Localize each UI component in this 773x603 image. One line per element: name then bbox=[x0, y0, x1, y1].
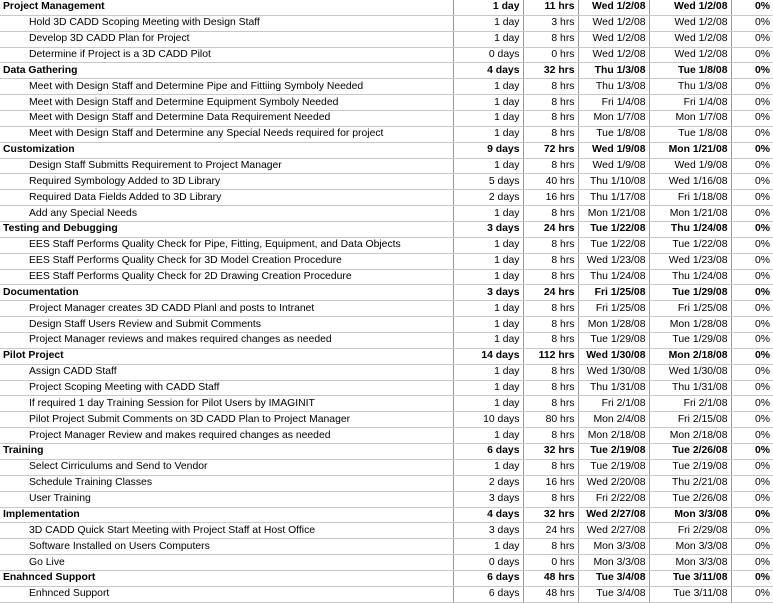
work-cell: 16 hrs bbox=[523, 475, 578, 491]
work-cell: 8 hrs bbox=[523, 237, 578, 253]
finish-date-cell: Thu 2/21/08 bbox=[649, 475, 731, 491]
finish-date-cell: Wed 1/16/08 bbox=[649, 174, 731, 190]
duration-cell: 5 days bbox=[453, 174, 523, 190]
task-row[interactable] bbox=[0, 364, 773, 380]
start-date-cell: Mon 1/21/08 bbox=[578, 206, 649, 222]
finish-date-cell: Fri 1/18/08 bbox=[649, 190, 731, 206]
work-cell: 112 hrs bbox=[523, 348, 578, 364]
duration-cell: 1 day bbox=[453, 459, 523, 475]
task-name-cell: Hold 3D CADD Scoping Meeting with Design Staff bbox=[0, 15, 453, 31]
percent-complete-cell: 0% bbox=[731, 95, 773, 111]
finish-date-cell: Thu 1/24/08 bbox=[649, 269, 731, 285]
task-row[interactable] bbox=[0, 31, 773, 47]
percent-complete-cell: 0% bbox=[731, 237, 773, 253]
task-name-cell: Project Manager creates 3D CADD Planl and posts to Intranet bbox=[0, 301, 453, 317]
duration-cell: 1 day bbox=[453, 126, 523, 142]
task-row[interactable] bbox=[0, 475, 773, 491]
task-name-cell: Add any Special Needs bbox=[0, 206, 453, 222]
task-name-cell: Implementation bbox=[0, 507, 453, 523]
percent-complete-cell: 0% bbox=[731, 301, 773, 317]
start-date-cell: Wed 1/9/08 bbox=[578, 142, 649, 158]
percent-complete-cell: 0% bbox=[731, 190, 773, 206]
finish-date-cell: Wed 1/9/08 bbox=[649, 158, 731, 174]
percent-complete-cell: 0% bbox=[731, 570, 773, 586]
task-row[interactable] bbox=[0, 111, 773, 127]
task-name-cell: Develop 3D CADD Plan for Project bbox=[0, 31, 453, 47]
duration-cell: 1 day bbox=[453, 79, 523, 95]
task-row[interactable] bbox=[0, 333, 773, 349]
task-row[interactable] bbox=[0, 412, 773, 428]
finish-date-cell: Tue 2/26/08 bbox=[649, 491, 731, 507]
duration-cell: 1 day bbox=[453, 428, 523, 444]
start-date-cell: Mon 2/4/08 bbox=[578, 412, 649, 428]
duration-cell: 3 days bbox=[453, 491, 523, 507]
finish-date-cell: Wed 1/30/08 bbox=[649, 364, 731, 380]
percent-complete-cell: 0% bbox=[731, 539, 773, 555]
duration-cell: 6 days bbox=[453, 586, 523, 602]
duration-cell: 1 day bbox=[453, 269, 523, 285]
task-name-cell: Meet with Design Staff and Determine any Special Needs required for project bbox=[0, 126, 453, 142]
duration-cell: 4 days bbox=[453, 507, 523, 523]
percent-complete-cell: 0% bbox=[731, 142, 773, 158]
work-cell: 24 hrs bbox=[523, 523, 578, 539]
task-name-cell: Meet with Design Staff and Determine Pipe and Fittiing Symboly Needed bbox=[0, 79, 453, 95]
summary-row[interactable] bbox=[0, 63, 773, 79]
start-date-cell: Mon 3/3/08 bbox=[578, 555, 649, 571]
duration-cell: 14 days bbox=[453, 348, 523, 364]
task-name-cell: Enahnced Support bbox=[0, 570, 453, 586]
task-name-cell: User Training bbox=[0, 491, 453, 507]
start-date-cell: Tue 2/19/08 bbox=[578, 459, 649, 475]
start-date-cell: Wed 1/23/08 bbox=[578, 253, 649, 269]
task-row[interactable] bbox=[0, 555, 773, 571]
task-name-cell: EES Staff Performs Quality Check for Pipe, Fitting, Equipment, and Data Objects bbox=[0, 237, 453, 253]
work-cell: 8 hrs bbox=[523, 79, 578, 95]
finish-date-cell: Wed 1/2/08 bbox=[649, 15, 731, 31]
work-cell: 8 hrs bbox=[523, 126, 578, 142]
start-date-cell: Thu 1/24/08 bbox=[578, 269, 649, 285]
start-date-cell: Tue 3/4/08 bbox=[578, 570, 649, 586]
task-name-cell: Go Live bbox=[0, 555, 453, 571]
work-cell: 8 hrs bbox=[523, 539, 578, 555]
task-name-cell: Meet with Design Staff and Determine Equipment Symboly Needed bbox=[0, 95, 453, 111]
task-row[interactable] bbox=[0, 158, 773, 174]
start-date-cell: Wed 1/2/08 bbox=[578, 0, 649, 15]
task-name-cell: Design Staff Users Review and Submit Comments bbox=[0, 317, 453, 333]
task-name-cell: 3D CADD Quick Start Meeting with Project Staff at Host Office bbox=[0, 523, 453, 539]
work-cell: 8 hrs bbox=[523, 158, 578, 174]
duration-cell: 1 day bbox=[453, 206, 523, 222]
start-date-cell: Fri 2/22/08 bbox=[578, 491, 649, 507]
summary-row[interactable] bbox=[0, 348, 773, 364]
percent-complete-cell: 0% bbox=[731, 111, 773, 127]
task-name-cell: Enhnced Support bbox=[0, 586, 453, 602]
work-cell: 72 hrs bbox=[523, 142, 578, 158]
percent-complete-cell: 0% bbox=[731, 79, 773, 95]
work-cell: 24 hrs bbox=[523, 222, 578, 238]
duration-cell: 1 day bbox=[453, 0, 523, 15]
start-date-cell: Wed 2/27/08 bbox=[578, 523, 649, 539]
task-row[interactable] bbox=[0, 523, 773, 539]
percent-complete-cell: 0% bbox=[731, 380, 773, 396]
task-name-cell: Schedule Training Classes bbox=[0, 475, 453, 491]
start-date-cell: Fri 1/4/08 bbox=[578, 95, 649, 111]
task-row[interactable] bbox=[0, 15, 773, 31]
percent-complete-cell: 0% bbox=[731, 459, 773, 475]
percent-complete-cell: 0% bbox=[731, 348, 773, 364]
percent-complete-cell: 0% bbox=[731, 317, 773, 333]
summary-row[interactable] bbox=[0, 444, 773, 460]
summary-row[interactable] bbox=[0, 222, 773, 238]
task-name-cell: Meet with Design Staff and Determine Data Requirement Needed bbox=[0, 111, 453, 127]
duration-cell: 10 days bbox=[453, 412, 523, 428]
start-date-cell: Wed 1/9/08 bbox=[578, 158, 649, 174]
summary-row[interactable] bbox=[0, 142, 773, 158]
task-name-cell: If required 1 day Training Session for Pilot Users by IMAGINIT bbox=[0, 396, 453, 412]
start-date-cell: Wed 2/27/08 bbox=[578, 507, 649, 523]
finish-date-cell: Tue 2/26/08 bbox=[649, 444, 731, 460]
task-row[interactable] bbox=[0, 190, 773, 206]
duration-cell: 0 days bbox=[453, 47, 523, 63]
finish-date-cell: Tue 1/22/08 bbox=[649, 237, 731, 253]
task-row[interactable] bbox=[0, 539, 773, 555]
work-cell: 8 hrs bbox=[523, 269, 578, 285]
task-name-cell: Required Symbology Added to 3D Library bbox=[0, 174, 453, 190]
percent-complete-cell: 0% bbox=[731, 475, 773, 491]
percent-complete-cell: 0% bbox=[731, 428, 773, 444]
duration-cell: 1 day bbox=[453, 95, 523, 111]
percent-complete-cell: 0% bbox=[731, 206, 773, 222]
finish-date-cell: Fri 2/1/08 bbox=[649, 396, 731, 412]
duration-cell: 1 day bbox=[453, 158, 523, 174]
work-cell: 48 hrs bbox=[523, 570, 578, 586]
work-cell: 3 hrs bbox=[523, 15, 578, 31]
duration-cell: 4 days bbox=[453, 63, 523, 79]
start-date-cell: Wed 1/2/08 bbox=[578, 15, 649, 31]
duration-cell: 3 days bbox=[453, 285, 523, 301]
duration-cell: 1 day bbox=[453, 31, 523, 47]
task-name-cell: Determine if Project is a 3D CADD Pilot bbox=[0, 47, 453, 63]
duration-cell: 1 day bbox=[453, 380, 523, 396]
start-date-cell: Tue 1/22/08 bbox=[578, 222, 649, 238]
work-cell: 32 hrs bbox=[523, 507, 578, 523]
task-row[interactable] bbox=[0, 47, 773, 63]
work-cell: 8 hrs bbox=[523, 380, 578, 396]
duration-cell: 1 day bbox=[453, 539, 523, 555]
task-name-cell: Testing and Debugging bbox=[0, 222, 453, 238]
percent-complete-cell: 0% bbox=[731, 444, 773, 460]
task-name-cell: EES Staff Performs Quality Check for 3D Model Creation Procedure bbox=[0, 253, 453, 269]
duration-cell: 2 days bbox=[453, 190, 523, 206]
start-date-cell: Tue 3/4/08 bbox=[578, 586, 649, 602]
finish-date-cell: Thu 1/24/08 bbox=[649, 222, 731, 238]
percent-complete-cell: 0% bbox=[731, 47, 773, 63]
task-name-cell: Project Manager reviews and makes required changes as needed bbox=[0, 333, 453, 349]
task-name-cell: Training bbox=[0, 444, 453, 460]
start-date-cell: Fri 1/25/08 bbox=[578, 301, 649, 317]
task-name-cell: Project Management bbox=[0, 0, 453, 15]
work-cell: 8 hrs bbox=[523, 317, 578, 333]
percent-complete-cell: 0% bbox=[731, 555, 773, 571]
percent-complete-cell: 0% bbox=[731, 158, 773, 174]
finish-date-cell: Mon 2/18/08 bbox=[649, 428, 731, 444]
work-cell: 40 hrs bbox=[523, 174, 578, 190]
duration-cell: 1 day bbox=[453, 317, 523, 333]
finish-date-cell: Tue 2/19/08 bbox=[649, 459, 731, 475]
duration-cell: 1 day bbox=[453, 333, 523, 349]
summary-row[interactable] bbox=[0, 0, 773, 15]
task-name-cell: Customization bbox=[0, 142, 453, 158]
start-date-cell: Thu 1/10/08 bbox=[578, 174, 649, 190]
percent-complete-cell: 0% bbox=[731, 269, 773, 285]
task-name-cell: Software Installed on Users Computers bbox=[0, 539, 453, 555]
finish-date-cell: Fri 2/15/08 bbox=[649, 412, 731, 428]
task-name-cell: Documentation bbox=[0, 285, 453, 301]
task-name-cell: Pilot Project Submit Comments on 3D CADD Plan to Project Manager bbox=[0, 412, 453, 428]
finish-date-cell: Mon 1/28/08 bbox=[649, 317, 731, 333]
duration-cell: 6 days bbox=[453, 570, 523, 586]
percent-complete-cell: 0% bbox=[731, 333, 773, 349]
task-name-cell: Pilot Project bbox=[0, 348, 453, 364]
task-name-cell: Assign CADD Staff bbox=[0, 364, 453, 380]
finish-date-cell: Mon 3/3/08 bbox=[649, 539, 731, 555]
task-row[interactable] bbox=[0, 253, 773, 269]
duration-cell: 3 days bbox=[453, 222, 523, 238]
start-date-cell: Tue 1/22/08 bbox=[578, 237, 649, 253]
task-row[interactable] bbox=[0, 396, 773, 412]
start-date-cell: Wed 1/2/08 bbox=[578, 47, 649, 63]
finish-date-cell: Tue 3/11/08 bbox=[649, 570, 731, 586]
work-cell: 80 hrs bbox=[523, 412, 578, 428]
finish-date-cell: Fri 1/4/08 bbox=[649, 95, 731, 111]
percent-complete-cell: 0% bbox=[731, 491, 773, 507]
duration-cell: 2 days bbox=[453, 475, 523, 491]
work-cell: 8 hrs bbox=[523, 111, 578, 127]
task-name-cell: Required Data Fields Added to 3D Library bbox=[0, 190, 453, 206]
task-name-cell: Project Manager Review and makes required changes as needed bbox=[0, 428, 453, 444]
duration-cell: 3 days bbox=[453, 523, 523, 539]
duration-cell: 6 days bbox=[453, 444, 523, 460]
task-row[interactable] bbox=[0, 586, 773, 602]
work-cell: 24 hrs bbox=[523, 285, 578, 301]
start-date-cell: Wed 1/30/08 bbox=[578, 348, 649, 364]
task-row[interactable] bbox=[0, 380, 773, 396]
work-cell: 8 hrs bbox=[523, 459, 578, 475]
start-date-cell: Wed 2/20/08 bbox=[578, 475, 649, 491]
start-date-cell: Thu 1/31/08 bbox=[578, 380, 649, 396]
percent-complete-cell: 0% bbox=[731, 586, 773, 602]
finish-date-cell: Tue 1/29/08 bbox=[649, 333, 731, 349]
percent-complete-cell: 0% bbox=[731, 523, 773, 539]
percent-complete-cell: 0% bbox=[731, 222, 773, 238]
percent-complete-cell: 0% bbox=[731, 364, 773, 380]
finish-date-cell: Wed 1/2/08 bbox=[649, 0, 731, 15]
work-cell: 8 hrs bbox=[523, 364, 578, 380]
task-name-cell: Project Scoping Meeting with CADD Staff bbox=[0, 380, 453, 396]
summary-row[interactable] bbox=[0, 285, 773, 301]
finish-date-cell: Thu 1/3/08 bbox=[649, 79, 731, 95]
work-cell: 8 hrs bbox=[523, 491, 578, 507]
start-date-cell: Wed 1/2/08 bbox=[578, 31, 649, 47]
duration-cell: 1 day bbox=[453, 111, 523, 127]
start-date-cell: Wed 1/30/08 bbox=[578, 364, 649, 380]
percent-complete-cell: 0% bbox=[731, 0, 773, 15]
work-cell: 8 hrs bbox=[523, 333, 578, 349]
task-row[interactable] bbox=[0, 491, 773, 507]
duration-cell: 1 day bbox=[453, 15, 523, 31]
start-date-cell: Tue 1/29/08 bbox=[578, 333, 649, 349]
summary-row[interactable] bbox=[0, 507, 773, 523]
percent-complete-cell: 0% bbox=[731, 126, 773, 142]
finish-date-cell: Thu 1/31/08 bbox=[649, 380, 731, 396]
task-name-cell: Select Cirriculums and Send to Vendor bbox=[0, 459, 453, 475]
percent-complete-cell: 0% bbox=[731, 285, 773, 301]
start-date-cell: Thu 1/17/08 bbox=[578, 190, 649, 206]
task-row[interactable] bbox=[0, 79, 773, 95]
task-name-cell: Data Gathering bbox=[0, 63, 453, 79]
percent-complete-cell: 0% bbox=[731, 15, 773, 31]
finish-date-cell: Fri 1/25/08 bbox=[649, 301, 731, 317]
task-row[interactable] bbox=[0, 206, 773, 222]
percent-complete-cell: 0% bbox=[731, 396, 773, 412]
duration-cell: 0 days bbox=[453, 555, 523, 571]
finish-date-cell: Wed 1/2/08 bbox=[649, 31, 731, 47]
percent-complete-cell: 0% bbox=[731, 507, 773, 523]
duration-cell: 1 day bbox=[453, 237, 523, 253]
start-date-cell: Fri 2/1/08 bbox=[578, 396, 649, 412]
work-cell: 8 hrs bbox=[523, 31, 578, 47]
percent-complete-cell: 0% bbox=[731, 253, 773, 269]
finish-date-cell: Fri 2/29/08 bbox=[649, 523, 731, 539]
task-row[interactable] bbox=[0, 174, 773, 190]
work-cell: 8 hrs bbox=[523, 95, 578, 111]
percent-complete-cell: 0% bbox=[731, 63, 773, 79]
percent-complete-cell: 0% bbox=[731, 31, 773, 47]
work-cell: 0 hrs bbox=[523, 555, 578, 571]
task-name-cell: EES Staff Performs Quality Check for 2D Drawing Creation Procedure bbox=[0, 269, 453, 285]
start-date-cell: Fri 1/25/08 bbox=[578, 285, 649, 301]
finish-date-cell: Mon 2/18/08 bbox=[649, 348, 731, 364]
percent-complete-cell: 0% bbox=[731, 174, 773, 190]
task-row[interactable] bbox=[0, 95, 773, 111]
duration-cell: 9 days bbox=[453, 142, 523, 158]
task-row[interactable] bbox=[0, 126, 773, 142]
finish-date-cell: Mon 1/21/08 bbox=[649, 206, 731, 222]
work-cell: 8 hrs bbox=[523, 253, 578, 269]
task-row[interactable] bbox=[0, 317, 773, 333]
task-row[interactable] bbox=[0, 237, 773, 253]
work-cell: 48 hrs bbox=[523, 586, 578, 602]
start-date-cell: Thu 1/3/08 bbox=[578, 63, 649, 79]
work-cell: 8 hrs bbox=[523, 206, 578, 222]
percent-complete-cell: 0% bbox=[731, 412, 773, 428]
work-cell: 8 hrs bbox=[523, 301, 578, 317]
finish-date-cell: Tue 1/8/08 bbox=[649, 126, 731, 142]
work-cell: 8 hrs bbox=[523, 428, 578, 444]
work-cell: 0 hrs bbox=[523, 47, 578, 63]
work-cell: 11 hrs bbox=[523, 0, 578, 15]
start-date-cell: Mon 1/28/08 bbox=[578, 317, 649, 333]
task-row[interactable] bbox=[0, 459, 773, 475]
finish-date-cell: Wed 1/2/08 bbox=[649, 47, 731, 63]
finish-date-cell: Mon 3/3/08 bbox=[649, 555, 731, 571]
work-cell: 32 hrs bbox=[523, 444, 578, 460]
work-cell: 16 hrs bbox=[523, 190, 578, 206]
start-date-cell: Mon 2/18/08 bbox=[578, 428, 649, 444]
duration-cell: 1 day bbox=[453, 301, 523, 317]
task-row[interactable] bbox=[0, 301, 773, 317]
start-date-cell: Tue 1/8/08 bbox=[578, 126, 649, 142]
start-date-cell: Thu 1/3/08 bbox=[578, 79, 649, 95]
task-name-cell: Design Staff Submitts Requirement to Project Manager bbox=[0, 158, 453, 174]
start-date-cell: Mon 1/7/08 bbox=[578, 111, 649, 127]
start-date-cell: Mon 3/3/08 bbox=[578, 539, 649, 555]
duration-cell: 1 day bbox=[453, 396, 523, 412]
duration-cell: 1 day bbox=[453, 364, 523, 380]
finish-date-cell: Mon 1/7/08 bbox=[649, 111, 731, 127]
task-row[interactable] bbox=[0, 428, 773, 444]
finish-date-cell: Wed 1/23/08 bbox=[649, 253, 731, 269]
summary-row[interactable] bbox=[0, 570, 773, 586]
finish-date-cell: Mon 3/3/08 bbox=[649, 507, 731, 523]
work-cell: 32 hrs bbox=[523, 63, 578, 79]
finish-date-cell: Mon 1/21/08 bbox=[649, 142, 731, 158]
work-cell: 8 hrs bbox=[523, 396, 578, 412]
finish-date-cell: Tue 1/8/08 bbox=[649, 63, 731, 79]
duration-cell: 1 day bbox=[453, 253, 523, 269]
start-date-cell: Tue 2/19/08 bbox=[578, 444, 649, 460]
finish-date-cell: Tue 3/11/08 bbox=[649, 586, 731, 602]
task-row[interactable] bbox=[0, 269, 773, 285]
finish-date-cell: Tue 1/29/08 bbox=[649, 285, 731, 301]
